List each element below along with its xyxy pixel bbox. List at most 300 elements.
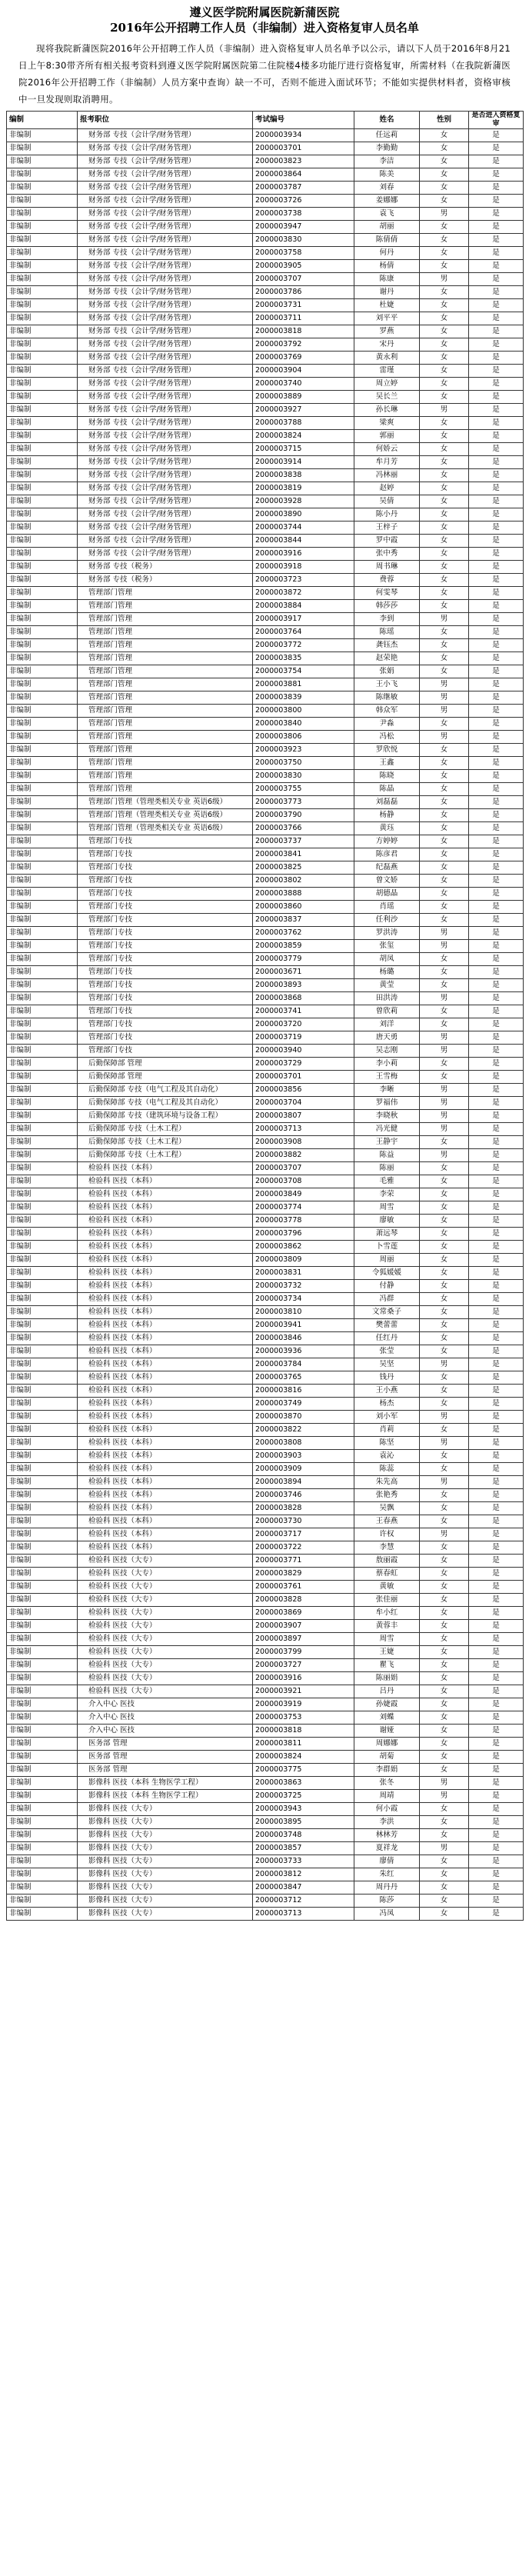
cell-exam-number: 2000003729 [253, 1058, 354, 1071]
table-row [7, 142, 524, 155]
cell-gender: 女 [420, 1829, 469, 1842]
cell-name: 李晓秋 [354, 1110, 420, 1123]
cell-name: 陈瑶 [354, 626, 420, 639]
cell-exam-number: 2000003868 [253, 992, 354, 1005]
cell-establishment: 非编制 [7, 1385, 78, 1398]
cell-name: 冯光健 [354, 1123, 420, 1136]
cell-establishment: 非编制 [7, 1633, 78, 1646]
cell-position: 后勤保障部 专技（土木工程） [78, 1136, 253, 1149]
cell-review-status: 是 [469, 1201, 524, 1215]
cell-review-status: 是 [469, 1725, 524, 1738]
cell-exam-number: 2000003919 [253, 1698, 354, 1711]
cell-position: 检验科 医技（本科） [78, 1463, 253, 1476]
cell-review-status: 是 [469, 940, 524, 953]
cell-name: 周雪 [354, 1633, 420, 1646]
cell-gender: 女 [420, 1555, 469, 1568]
cell-name: 王婕 [354, 1646, 420, 1659]
cell-name: 宋丹 [354, 338, 420, 352]
cell-review-status: 是 [469, 365, 524, 378]
cell-name: 杜婕 [354, 299, 420, 312]
table-row [7, 914, 524, 927]
cell-name: 周丽 [354, 1254, 420, 1267]
table-row [7, 1188, 524, 1201]
cell-gender: 男 [420, 678, 469, 691]
cell-name: 刘洋 [354, 1018, 420, 1031]
cell-gender: 男 [420, 691, 469, 705]
cell-establishment: 非编制 [7, 378, 78, 391]
cell-gender: 女 [420, 129, 469, 142]
cell-review-status: 是 [469, 404, 524, 417]
cell-review-status: 是 [469, 1489, 524, 1502]
cell-gender: 女 [420, 221, 469, 234]
cell-review-status: 是 [469, 1842, 524, 1855]
cell-position: 检验科 医技（本科） [78, 1293, 253, 1306]
cell-position: 管理部门管理（管理类相关专业 英语6级） [78, 796, 253, 809]
cell-review-status: 是 [469, 1594, 524, 1607]
cell-name: 罗欣悦 [354, 744, 420, 757]
cell-name: 冯凤 [354, 1908, 420, 1921]
cell-establishment: 非编制 [7, 365, 78, 378]
cell-position: 管理部门专技 [78, 979, 253, 992]
cell-gender: 女 [420, 443, 469, 456]
cell-establishment: 非编制 [7, 1790, 78, 1803]
cell-position: 管理部门专技 [78, 992, 253, 1005]
cell-review-status: 是 [469, 691, 524, 705]
cell-review-status: 是 [469, 1319, 524, 1332]
cell-position: 影像科 医技（大专） [78, 1868, 253, 1881]
cell-exam-number: 2000003822 [253, 1424, 354, 1437]
table-row [7, 1829, 524, 1842]
header-name: 姓名 [354, 112, 420, 129]
cell-position: 财务部 专技（会计学/财务管理） [78, 208, 253, 221]
cell-review-status: 是 [469, 1895, 524, 1908]
cell-establishment: 非编制 [7, 535, 78, 548]
cell-establishment: 非编制 [7, 1424, 78, 1437]
table-row [7, 247, 524, 260]
cell-gender: 女 [420, 1345, 469, 1358]
cell-establishment: 非编制 [7, 286, 78, 299]
cell-exam-number: 2000003730 [253, 1515, 354, 1528]
cell-position: 管理部门管理 [78, 783, 253, 796]
cell-position: 后勤保障部 专技（电气工程及其自动化） [78, 1097, 253, 1110]
cell-exam-number: 2000003762 [253, 927, 354, 940]
cell-gender: 女 [420, 1659, 469, 1672]
cell-gender: 女 [420, 1725, 469, 1738]
cell-exam-number: 2000003772 [253, 639, 354, 652]
table-row [7, 195, 524, 208]
cell-position: 检验科 医技（本科） [78, 1437, 253, 1450]
cell-gender: 女 [420, 260, 469, 273]
table-row [7, 809, 524, 822]
cell-position: 管理部门管理 [78, 652, 253, 665]
cell-gender: 女 [420, 783, 469, 796]
cell-establishment: 非编制 [7, 587, 78, 600]
table-row [7, 691, 524, 705]
cell-exam-number: 2000003838 [253, 469, 354, 482]
table-row [7, 705, 524, 718]
cell-exam-number: 2000003707 [253, 1162, 354, 1175]
cell-exam-number: 2000003859 [253, 940, 354, 953]
cell-gender: 女 [420, 1698, 469, 1711]
table-row [7, 940, 524, 953]
cell-review-status: 是 [469, 1555, 524, 1568]
cell-position: 影像科 医技（大专） [78, 1881, 253, 1895]
cell-name: 黄永利 [354, 352, 420, 365]
cell-exam-number: 2000003908 [253, 1136, 354, 1149]
cell-gender: 女 [420, 901, 469, 914]
cell-exam-number: 2000003889 [253, 391, 354, 404]
cell-position: 管理部门管理 [78, 718, 253, 731]
cell-name: 尹淼 [354, 718, 420, 731]
cell-exam-number: 2000003737 [253, 835, 354, 848]
cell-position: 管理部门管理 [78, 744, 253, 757]
cell-name: 罗福伟 [354, 1097, 420, 1110]
cell-review-status: 是 [469, 469, 524, 482]
cell-review-status: 是 [469, 548, 524, 561]
cell-establishment: 非编制 [7, 1672, 78, 1685]
cell-review-status: 是 [469, 1698, 524, 1711]
cell-gender: 女 [420, 1685, 469, 1698]
cell-establishment: 非编制 [7, 1280, 78, 1293]
cell-establishment: 非编制 [7, 456, 78, 469]
cell-gender: 女 [420, 561, 469, 574]
cell-review-status: 是 [469, 1424, 524, 1437]
cell-gender: 女 [420, 1201, 469, 1215]
cell-position: 检验科 医技（本科） [78, 1411, 253, 1424]
cell-position: 财务部 专技（会计学/财务管理） [78, 299, 253, 312]
table-row [7, 1084, 524, 1097]
cell-review-status: 是 [469, 352, 524, 365]
cell-establishment: 非编制 [7, 430, 78, 443]
cell-review-status: 是 [469, 1345, 524, 1358]
cell-review-status: 是 [469, 1515, 524, 1528]
cell-position: 财务部 专技（会计学/财务管理） [78, 535, 253, 548]
cell-gender: 男 [420, 1790, 469, 1803]
cell-position: 财务部 专技（会计学/财务管理） [78, 469, 253, 482]
cell-position: 财务部 专技（税务） [78, 561, 253, 574]
cell-establishment: 非编制 [7, 1581, 78, 1594]
cell-position: 管理部门管理（管理类相关专业 英语6级） [78, 809, 253, 822]
candidate-table [6, 111, 524, 1921]
cell-position: 检验科 医技（本科） [78, 1267, 253, 1280]
cell-gender: 女 [420, 365, 469, 378]
cell-exam-number: 2000003837 [253, 914, 354, 927]
cell-establishment: 非编制 [7, 809, 78, 822]
cell-gender: 女 [420, 1071, 469, 1084]
cell-position: 检验科 医技（本科） [78, 1371, 253, 1385]
cell-position: 管理部门专技 [78, 966, 253, 979]
cell-name: 吴坚 [354, 1358, 420, 1371]
cell-establishment: 非编制 [7, 979, 78, 992]
cell-establishment: 非编制 [7, 1058, 78, 1071]
table-row [7, 404, 524, 417]
cell-exam-number: 2000003741 [253, 1005, 354, 1018]
cell-gender: 女 [420, 1633, 469, 1646]
cell-exam-number: 2000003884 [253, 600, 354, 613]
cell-exam-number: 2000003881 [253, 678, 354, 691]
table-row [7, 456, 524, 469]
cell-gender: 女 [420, 574, 469, 587]
table-row [7, 1711, 524, 1725]
cell-establishment: 非编制 [7, 848, 78, 861]
cell-establishment: 非编制 [7, 1764, 78, 1777]
cell-exam-number: 2000003940 [253, 1045, 354, 1058]
cell-exam-number: 2000003895 [253, 1816, 354, 1829]
table-row [7, 1385, 524, 1398]
cell-position: 财务部 专技（会计学/财务管理） [78, 325, 253, 338]
cell-establishment: 非编制 [7, 1463, 78, 1476]
table-row [7, 639, 524, 652]
cell-review-status: 是 [469, 142, 524, 155]
cell-establishment: 非编制 [7, 273, 78, 286]
cell-review-status: 是 [469, 155, 524, 168]
cell-exam-number: 2000003917 [253, 613, 354, 626]
cell-gender: 女 [420, 1450, 469, 1463]
cell-exam-number: 2000003872 [253, 587, 354, 600]
cell-gender: 女 [420, 299, 469, 312]
cell-review-status: 是 [469, 1685, 524, 1698]
cell-name: 黄敏 [354, 1581, 420, 1594]
cell-exam-number: 2000003869 [253, 1607, 354, 1620]
cell-establishment: 非编制 [7, 234, 78, 247]
cell-name: 陈莎 [354, 1895, 420, 1908]
cell-establishment: 非编制 [7, 1149, 78, 1162]
cell-establishment: 非编制 [7, 1541, 78, 1555]
cell-name: 陈蕊 [354, 1463, 420, 1476]
cell-gender: 女 [420, 155, 469, 168]
cell-exam-number: 2000003941 [253, 1319, 354, 1332]
cell-gender: 女 [420, 469, 469, 482]
table-row [7, 1254, 524, 1267]
cell-position: 财务部 专技（会计学/财务管理） [78, 168, 253, 182]
cell-position: 检验科 医技（本科） [78, 1345, 253, 1358]
cell-establishment: 非编制 [7, 1502, 78, 1515]
cell-review-status: 是 [469, 1084, 524, 1097]
cell-gender: 女 [420, 1568, 469, 1581]
table-row [7, 1777, 524, 1790]
cell-position: 管理部门专技 [78, 888, 253, 901]
cell-establishment: 非编制 [7, 417, 78, 430]
cell-gender: 女 [420, 417, 469, 430]
cell-establishment: 非编制 [7, 1568, 78, 1581]
cell-name: 李洁 [354, 155, 420, 168]
cell-gender: 女 [420, 1293, 469, 1306]
cell-exam-number: 2000003779 [253, 953, 354, 966]
cell-gender: 女 [420, 914, 469, 927]
cell-review-status: 是 [469, 195, 524, 208]
table-row [7, 1437, 524, 1450]
cell-exam-number: 2000003749 [253, 1398, 354, 1411]
cell-review-status: 是 [469, 1097, 524, 1110]
cell-position: 财务部 专技（会计学/财务管理） [78, 247, 253, 260]
cell-establishment: 非编制 [7, 705, 78, 718]
table-row [7, 1293, 524, 1306]
cell-establishment: 非编制 [7, 901, 78, 914]
cell-establishment: 非编制 [7, 391, 78, 404]
table-row [7, 626, 524, 639]
cell-review-status: 是 [469, 1228, 524, 1241]
cell-establishment: 非编制 [7, 665, 78, 678]
cell-name: 李荣 [354, 1188, 420, 1201]
cell-establishment: 非编制 [7, 1345, 78, 1358]
cell-establishment: 非编制 [7, 822, 78, 835]
cell-name: 张玺 [354, 940, 420, 953]
table-row [7, 678, 524, 691]
cell-gender: 女 [420, 1136, 469, 1149]
cell-name: 冯群 [354, 1293, 420, 1306]
table-row [7, 1698, 524, 1711]
cell-exam-number: 2000003903 [253, 1450, 354, 1463]
cell-position: 检验科 医技（本科） [78, 1476, 253, 1489]
cell-exam-number: 2000003786 [253, 286, 354, 299]
cell-position: 管理部门管理 [78, 705, 253, 718]
cell-establishment: 非编制 [7, 1895, 78, 1908]
cell-establishment: 非编制 [7, 1201, 78, 1215]
cell-position: 财务部 专技（会计学/财务管理） [78, 443, 253, 456]
cell-gender: 男 [420, 1149, 469, 1162]
cell-exam-number: 2000003712 [253, 1895, 354, 1908]
table-row [7, 652, 524, 665]
cell-position: 检验科 医技（本科） [78, 1541, 253, 1555]
cell-name: 李慧 [354, 1541, 420, 1555]
cell-review-status: 是 [469, 1005, 524, 1018]
table-row [7, 129, 524, 142]
cell-name: 袁沁 [354, 1450, 420, 1463]
table-row [7, 1332, 524, 1345]
cell-name: 毛雅 [354, 1175, 420, 1188]
cell-establishment: 非编制 [7, 626, 78, 639]
cell-review-status: 是 [469, 1280, 524, 1293]
cell-exam-number: 2000003704 [253, 1097, 354, 1110]
cell-gender: 女 [420, 626, 469, 639]
cell-position: 检验科 医技（本科） [78, 1162, 253, 1175]
cell-exam-number: 2000003713 [253, 1123, 354, 1136]
table-row [7, 1018, 524, 1031]
cell-exam-number: 2000003784 [253, 1358, 354, 1371]
table-row [7, 1881, 524, 1895]
cell-exam-number: 2000003894 [253, 1476, 354, 1489]
table-row [7, 600, 524, 613]
cell-review-status: 是 [469, 914, 524, 927]
cell-review-status: 是 [469, 1908, 524, 1921]
cell-position: 后勤保障部 管理 [78, 1071, 253, 1084]
cell-name: 吕丹 [354, 1685, 420, 1698]
cell-name: 肖瑶 [354, 901, 420, 914]
cell-name: 陈坚 [354, 1437, 420, 1450]
table-row [7, 587, 524, 600]
cell-name: 林林芳 [354, 1829, 420, 1842]
cell-position: 管理部门专技 [78, 927, 253, 940]
cell-review-status: 是 [469, 273, 524, 286]
cell-establishment: 非编制 [7, 1908, 78, 1921]
table-row [7, 953, 524, 966]
cell-gender: 女 [420, 966, 469, 979]
cell-exam-number: 2000003829 [253, 1568, 354, 1581]
cell-position: 检验科 医技（大专） [78, 1659, 253, 1672]
cell-review-status: 是 [469, 299, 524, 312]
table-row [7, 1646, 524, 1659]
cell-establishment: 非编制 [7, 1241, 78, 1254]
cell-exam-number: 2000003943 [253, 1803, 354, 1816]
cell-review-status: 是 [469, 613, 524, 626]
cell-gender: 女 [420, 247, 469, 260]
cell-review-status: 是 [469, 1633, 524, 1646]
cell-review-status: 是 [469, 966, 524, 979]
cell-position: 检验科 医技（本科） [78, 1332, 253, 1345]
cell-exam-number: 2000003847 [253, 1881, 354, 1895]
cell-position: 后勤保障部 专技（土木工程） [78, 1123, 253, 1136]
cell-position: 检验科 医技（本科） [78, 1188, 253, 1201]
table-row [7, 430, 524, 443]
cell-position: 管理部门管理 [78, 587, 253, 600]
table-row [7, 155, 524, 168]
cell-establishment: 非编制 [7, 1228, 78, 1241]
cell-review-status: 是 [469, 835, 524, 848]
cell-exam-number: 2000003796 [253, 1228, 354, 1241]
table-row [7, 522, 524, 535]
cell-exam-number: 2000003923 [253, 744, 354, 757]
cell-position: 管理部门专技 [78, 1045, 253, 1058]
cell-exam-number: 2000003720 [253, 1018, 354, 1031]
cell-review-status: 是 [469, 1162, 524, 1175]
cell-establishment: 非编制 [7, 482, 78, 495]
cell-position: 财务部 专技（会计学/财务管理） [78, 273, 253, 286]
table-row [7, 875, 524, 888]
cell-position: 财务部 专技（会计学/财务管理） [78, 234, 253, 247]
cell-exam-number: 2000003825 [253, 861, 354, 875]
cell-establishment: 非编制 [7, 1306, 78, 1319]
table-row [7, 1398, 524, 1411]
cell-exam-number: 2000003824 [253, 430, 354, 443]
cell-review-status: 是 [469, 561, 524, 574]
cell-review-status: 是 [469, 953, 524, 966]
cell-name: 黄蓉丰 [354, 1620, 420, 1633]
cell-gender: 女 [420, 1188, 469, 1201]
cell-exam-number: 2000003738 [253, 208, 354, 221]
table-row [7, 665, 524, 678]
cell-establishment: 非编制 [7, 1358, 78, 1371]
cell-name: 任远莉 [354, 129, 420, 142]
cell-exam-number: 2000003727 [253, 1659, 354, 1672]
table-row [7, 1267, 524, 1280]
cell-gender: 女 [420, 338, 469, 352]
table-row [7, 286, 524, 299]
cell-gender: 女 [420, 1254, 469, 1267]
cell-establishment: 非编制 [7, 1254, 78, 1267]
cell-gender: 女 [420, 234, 469, 247]
cell-name: 何丹 [354, 247, 420, 260]
cell-exam-number: 2000003870 [253, 1411, 354, 1424]
cell-exam-number: 2000003701 [253, 1071, 354, 1084]
cell-review-status: 是 [469, 1411, 524, 1424]
cell-gender: 女 [420, 1908, 469, 1921]
cell-position: 后勤保障部 专技（建筑环境与设备工程） [78, 1110, 253, 1123]
cell-position: 介入中心 医技 [78, 1698, 253, 1711]
cell-name: 王小飞 [354, 678, 420, 691]
cell-gender: 女 [420, 325, 469, 338]
cell-establishment: 非编制 [7, 1489, 78, 1502]
cell-position: 影像科 医技（大专） [78, 1842, 253, 1855]
cell-position: 检验科 医技（本科） [78, 1489, 253, 1502]
cell-position: 财务部 专技（会计学/财务管理） [78, 482, 253, 495]
cell-position: 检验科 医技（大专） [78, 1568, 253, 1581]
table-row [7, 1110, 524, 1123]
cell-name: 王春燕 [354, 1515, 420, 1528]
cell-exam-number: 2000003830 [253, 234, 354, 247]
cell-establishment: 非编制 [7, 443, 78, 456]
cell-gender: 男 [420, 1123, 469, 1136]
cell-review-status: 是 [469, 1816, 524, 1829]
